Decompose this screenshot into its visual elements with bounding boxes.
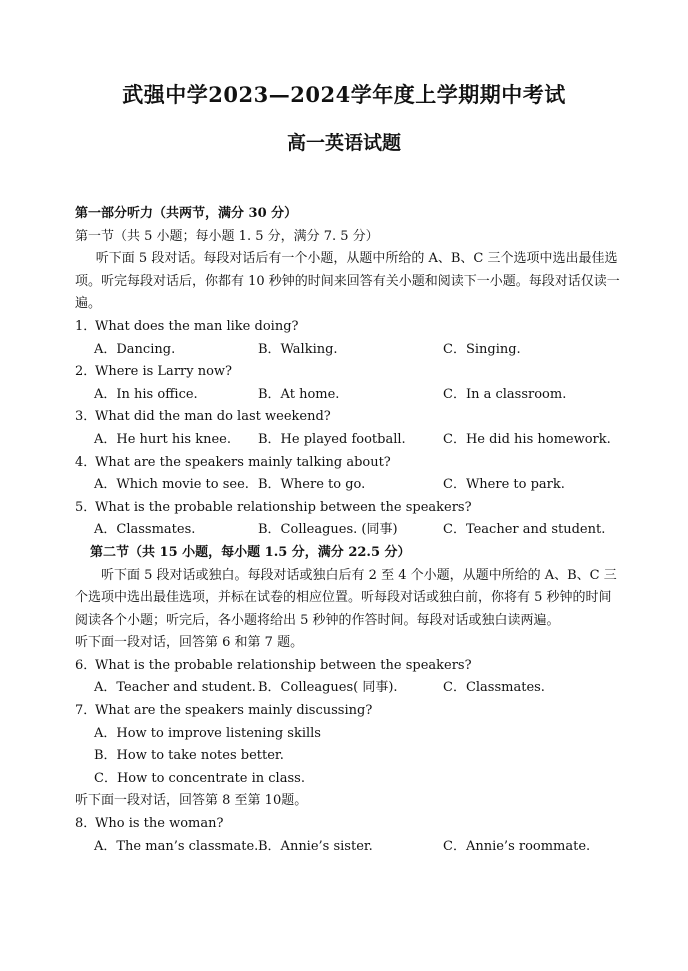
option-b: B．Where to go. <box>258 477 366 493</box>
question-text: What did the man do last weekend? <box>95 409 331 425</box>
section2-heading: 第二节（共 15 小题，每小题 1.5 分，满分 22.5 分） <box>90 544 411 560</box>
question-7 <box>75 700 620 723</box>
exam-subtitle: 高一英语试题 <box>286 132 401 154</box>
question-8 <box>75 813 620 836</box>
question-8-options <box>75 836 620 859</box>
group2-intro: 听下面一段对话，回答第 8 至第 10题。 <box>75 793 308 809</box>
question-number: 8． <box>75 816 97 832</box>
question-text: What are the speakers mainly discussing? <box>95 703 373 719</box>
question-number: 2． <box>75 364 97 380</box>
option-c: C．In a classroom. <box>443 386 567 402</box>
option-c: C．Singing. <box>443 341 521 357</box>
question-1 <box>75 316 620 339</box>
question-number: 7． <box>75 703 97 719</box>
question-2 <box>75 361 620 384</box>
section1-instructions: 听下面 5 段对话。每段对话后有一个小题，从题中所给的 A、B、C 三个选项中选出最佳选项。听完每段对话后，你都有 10 秒钟的时间来回答有关小题和阅读下一小题。每段对话仅读一遍。 <box>75 251 620 312</box>
option-c: C．He did his homework. <box>443 431 611 447</box>
option-a: A．Classmates. <box>94 522 196 538</box>
exam-content <box>75 203 620 858</box>
question-4-options <box>75 474 620 497</box>
option-c: C．Classmates. <box>443 680 545 696</box>
question-2-options <box>75 384 620 407</box>
question-text: Where is Larry now? <box>95 364 233 380</box>
option-b: B．At home. <box>258 386 340 402</box>
option-a: A．How to improve listening skills <box>94 725 321 741</box>
question-number: 6． <box>75 657 97 673</box>
question-text: What does the man like doing? <box>95 318 299 334</box>
question-number: 1． <box>75 318 97 334</box>
option-b: B．How to take notes better. <box>94 748 284 764</box>
question-number: 3． <box>75 409 97 425</box>
option-a: A．Teacher and student. <box>94 680 256 696</box>
question-6 <box>75 655 620 678</box>
group1-intro: 听下面一段对话，回答第 6 和第 7 题。 <box>75 635 304 651</box>
option-c: C．Where to park. <box>443 477 565 493</box>
option-b: B．He played football. <box>258 431 406 447</box>
question-6-options <box>75 677 620 700</box>
question-1-options <box>75 339 620 362</box>
question-text: What is the probable relationship between the speakers? <box>95 657 472 673</box>
option-c: C．How to concentrate in class. <box>94 770 305 786</box>
part1-heading: 第一部分听力（共两节，满分 30 分） <box>75 206 298 221</box>
question-number: 5． <box>75 499 97 515</box>
option-a: A．The man’s classmate. <box>94 838 259 854</box>
option-c: C．Annie’s roommate. <box>443 838 591 854</box>
option-b: B．Colleagues( 同事). <box>258 680 398 696</box>
question-text: Who is the woman? <box>95 816 224 832</box>
question-5 <box>75 497 620 520</box>
question-4 <box>75 452 620 475</box>
question-3 <box>75 406 620 429</box>
section2-instructions: 听下面 5 段对话或独白。每段对话或独白后有 2 至 4 个小题，从题中所给的 A、B、C 三个选项中选出最佳选项，并标在试卷的相应位置。听每段对话或独白前，你将有 5 秒钟的时间阅读各个小题；听完后，各小题将给出 5 秒钟的作答时间。每段对话或独白读两遍。 <box>75 567 617 628</box>
option-a: A．Which movie to see. <box>94 477 249 493</box>
question-text: What is the probable relationship between the speakers? <box>95 499 472 515</box>
option-c: C．Teacher and student. <box>443 522 606 538</box>
question-5-options <box>75 519 620 542</box>
question-text: What are the speakers mainly talking about? <box>95 454 391 470</box>
option-a: A．Dancing. <box>94 341 176 357</box>
question-number: 4． <box>75 454 97 470</box>
option-b: B．Annie’s sister. <box>258 838 373 854</box>
option-a: A．In his office. <box>94 386 198 402</box>
question-3-options <box>75 429 620 452</box>
option-a: A．He hurt his knee. <box>94 431 231 447</box>
option-b: B．Colleagues. (同事) <box>258 522 398 538</box>
section1-heading: 第一节（共 5 小题；每小题 1. 5 分，满分 7. 5 分） <box>75 228 379 244</box>
option-b: B．Walking. <box>258 341 338 357</box>
exam-title: 武强中学2023—2024学年度上学期期中考试 <box>122 82 566 107</box>
